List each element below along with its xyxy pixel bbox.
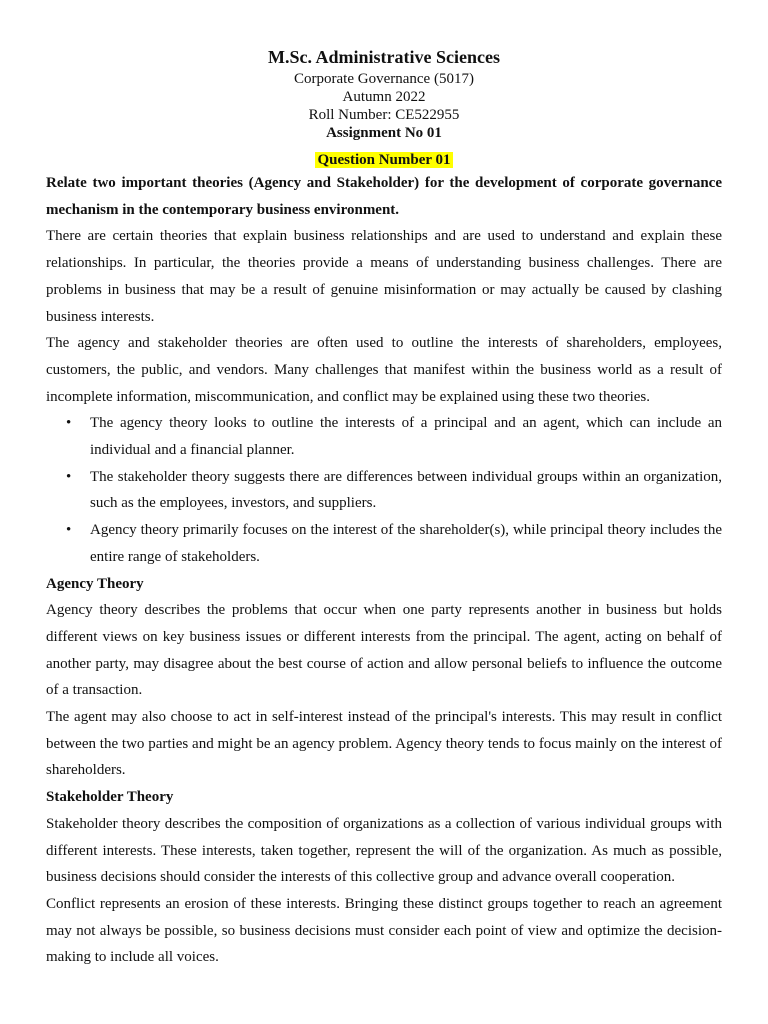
intro-paragraph-1: There are certain theories that explain business relationships and are used to understand and explain these relationships. In particular, the theories provide a means of understanding business challenges. There are problems in business that may be a result of genuine misinformation or may actually be caused by clashing business interests. — [46, 228, 722, 325]
question-number-highlight: Question Number 01 — [317, 152, 451, 168]
stakeholder-paragraph-1: Stakeholder theory describes the composition of organizations as a collection of various individual groups with different interests. These interests, taken together, represent the will of the organization. As much as possible, business decisions should consider the interests of this collective group and advance overall cooperation. — [46, 815, 722, 886]
list-item-text: The agency theory looks to outline the interests of a principal and an agent, which can include an individual and a financial planner. — [90, 415, 722, 459]
document-header — [46, 44, 722, 143]
bullet-icon: • — [66, 522, 72, 539]
course-name: Corporate Governance (5017) — [294, 71, 474, 87]
stakeholder-paragraph-2: Conflict represents an erosion of these interests. Bringing these distinct groups together to reach an agreement may not always be possible, so business decisions must consider each point of view and optimize the decision-making to include all voices. — [46, 895, 722, 966]
bullet-icon: • — [66, 415, 72, 432]
list-item — [46, 517, 722, 570]
intro-paragraph-2: The agency and stakeholder theories are often used to outline the interests of shareholders, employees, customers, the public, and vendors. Many challenges that manifest within the business world as a result of incomplete information, miscommunication, and conflict may be explained using these two theories. — [46, 335, 722, 405]
agency-paragraph-1: Agency theory describes the problems that occur when one party represents another in business but holds different views on key business issues or different interests from the principal. The agent, acting on behalf of another party, may disagree about the best course of action and allow personal beliefs to influence the outcome of a transaction. — [46, 602, 722, 699]
list-item-text: The stakeholder theory suggests there are differences between individual groups within an organization, such as the employees, investors, and suppliers. — [90, 468, 722, 512]
program-title: M.Sc. Administrative Sciences — [268, 47, 500, 67]
document-body — [46, 170, 722, 971]
assignment-number: Assignment No 01 — [326, 125, 442, 141]
question-text: Relate two important theories (Agency and Stakeholder) for the development of corporate governance mechanism in the contemporary business environment. — [46, 175, 722, 218]
stakeholder-theory-heading: Stakeholder Theory — [46, 789, 174, 806]
agency-theory-heading: Agency Theory — [46, 575, 144, 592]
list-item-text: Agency theory primarily focuses on the interest of the shareholder(s), while principal theory includes the entire range of stakeholders. — [90, 522, 722, 565]
document-page — [46, 44, 722, 971]
list-item — [46, 464, 722, 517]
roll-number: Roll Number: CE522955 — [308, 107, 460, 123]
term: Autumn 2022 — [342, 89, 426, 105]
question-label-row — [46, 150, 722, 170]
list-item — [46, 410, 722, 463]
agency-paragraph-2: The agent may also choose to act in self-interest instead of the principal's interests. This may result in conflict between the two parties and might be an agency problem. Agency theory tends to focus mainly on the interest of shareholders. — [46, 709, 722, 779]
bullet-list — [46, 410, 722, 570]
bullet-icon: • — [66, 468, 72, 485]
